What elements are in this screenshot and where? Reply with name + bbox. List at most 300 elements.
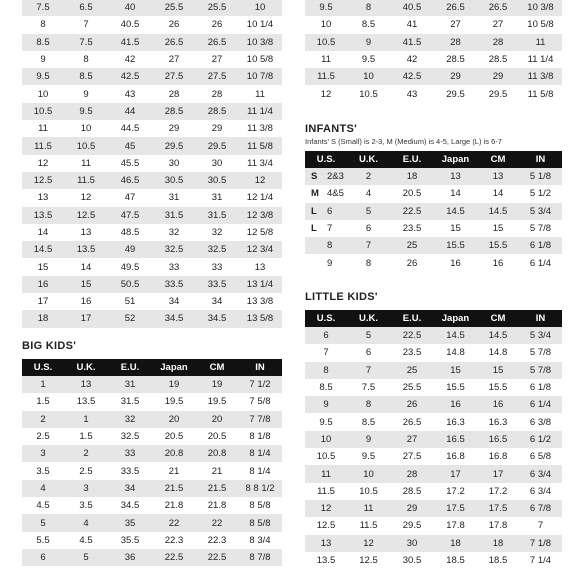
table-cell: 28	[434, 34, 477, 51]
table-row	[22, 532, 282, 549]
table-cell: 28.5	[152, 103, 196, 120]
table-row	[22, 172, 282, 189]
table-cell: 22.5	[390, 327, 434, 344]
table-cell: 6	[22, 549, 64, 566]
column-header: U.K.	[347, 310, 390, 327]
table-cell: 11.5	[305, 483, 347, 500]
column-header: E.U.	[390, 151, 434, 168]
table-cell: 25.5	[196, 0, 238, 16]
table-cell: 15.5	[477, 379, 519, 396]
table-cell: 16.3	[477, 413, 519, 430]
table-cell: 7	[347, 237, 390, 254]
table-cell: 5	[64, 549, 108, 566]
column-header: Japan	[152, 359, 196, 376]
table-cell: 21.8	[196, 497, 238, 514]
table-cell: 7	[347, 362, 390, 379]
table-cell: 12 1/4	[238, 189, 282, 206]
table-cell: 9.5	[347, 51, 390, 68]
us-size: 2&3	[327, 171, 344, 183]
table-cell: 17.8	[477, 517, 519, 534]
table-cell: 20.5	[152, 428, 196, 445]
table-cell: 30	[196, 155, 238, 172]
table-cell: 46.5	[108, 172, 152, 189]
table-row	[22, 34, 282, 51]
table-cell: 33	[196, 258, 238, 275]
column-header: IN	[519, 310, 562, 327]
table-row	[22, 480, 282, 497]
table-cell: 15	[22, 258, 64, 275]
table-row	[305, 517, 562, 534]
us-size: 6	[327, 205, 333, 217]
table-cell: 6 1/4	[519, 254, 562, 271]
size-letter: S	[311, 171, 318, 183]
table-cell: 9	[305, 396, 347, 413]
adult-size-table-continued	[22, 0, 282, 328]
table-cell: 4	[64, 514, 108, 531]
table-cell: 28	[477, 34, 519, 51]
table-cell: 8.5	[305, 379, 347, 396]
table-cell: 11 3/8	[238, 120, 282, 137]
table-cell: 6	[305, 327, 347, 344]
table-cell	[305, 237, 347, 254]
table-cell: 12	[347, 535, 390, 552]
table-cell: 6 1/4	[519, 396, 562, 413]
size-letter: M	[311, 188, 319, 200]
table-cell: 5 1/2	[519, 185, 562, 202]
table-cell: 9.5	[64, 103, 108, 120]
little-kids-size-table	[305, 310, 562, 569]
table-cell: 16.8	[477, 448, 519, 465]
table-cell: 6 7/8	[519, 500, 562, 517]
table-cell: 27	[390, 431, 434, 448]
table-row	[305, 344, 562, 361]
table-cell: 12	[22, 155, 64, 172]
table-cell: 29	[152, 120, 196, 137]
table-cell: 8 1/4	[238, 445, 282, 462]
table-cell: 49.5	[108, 258, 152, 275]
table-cell: 34	[108, 480, 152, 497]
table-row	[22, 411, 282, 428]
table-cell: 30	[152, 155, 196, 172]
table-cell: 7 1/2	[238, 376, 282, 393]
table-row	[305, 448, 562, 465]
table-cell: 33.5	[108, 462, 152, 479]
table-cell: 10 3/8	[238, 34, 282, 51]
table-cell: 14.5	[477, 327, 519, 344]
table-cell: 8.5	[347, 16, 390, 33]
table-cell: 11 5/8	[519, 85, 562, 102]
table-cell: 22.5	[196, 549, 238, 566]
table-cell: 23.5	[390, 344, 434, 361]
table-cell: 36	[108, 549, 152, 566]
table-cell: 7.5	[64, 34, 108, 51]
table-cell: 10	[347, 68, 390, 85]
table-cell: 32.5	[196, 241, 238, 258]
table-cell: 6.5	[64, 0, 108, 16]
table-cell: 27	[434, 16, 477, 33]
table-cell: 2	[64, 445, 108, 462]
table-cell: 4.5	[64, 532, 108, 549]
table-cell: 13 1/4	[238, 276, 282, 293]
table-cell: 15	[434, 220, 477, 237]
table-cell: 5	[22, 514, 64, 531]
table-cell: 48.5	[108, 224, 152, 241]
table-cell: 29.5	[477, 85, 519, 102]
table-cell: 5 1/8	[519, 168, 562, 185]
table-cell: 29.5	[196, 137, 238, 154]
column-header: CM	[477, 151, 519, 168]
table-row	[22, 103, 282, 120]
table-cell: 13.5	[64, 393, 108, 410]
table-cell: 34.5	[152, 310, 196, 327]
table-row	[22, 155, 282, 172]
table-cell: 29.5	[434, 85, 477, 102]
table-cell: 45.5	[108, 155, 152, 172]
table-row	[22, 497, 282, 514]
table-cell: 31	[152, 189, 196, 206]
table-cell: 13.5	[64, 241, 108, 258]
table-cell: 12.5	[22, 172, 64, 189]
table-cell: 31.5	[196, 207, 238, 224]
table-cell: 10 3/8	[519, 0, 562, 16]
table-row	[305, 327, 562, 344]
table-cell: 20.8	[152, 445, 196, 462]
table-cell: 25.5	[390, 379, 434, 396]
table-cell: 14.5	[22, 241, 64, 258]
size-table-continued	[305, 0, 562, 103]
table-cell: 3	[64, 480, 108, 497]
table-cell: 22	[152, 514, 196, 531]
table-row	[305, 203, 562, 220]
table-cell: 32	[152, 224, 196, 241]
table-cell: 18.5	[434, 552, 477, 569]
table-row	[22, 393, 282, 410]
us-size: 4&5	[327, 188, 344, 200]
table-cell: 15.5	[434, 379, 477, 396]
table-cell: 10.5	[305, 34, 347, 51]
table-cell: 7	[305, 344, 347, 361]
table-cell: 14	[64, 258, 108, 275]
table-cell: 7 1/8	[519, 535, 562, 552]
table-cell: 15.5	[434, 237, 477, 254]
table-cell: 11.5	[347, 517, 390, 534]
table-row	[22, 68, 282, 85]
table-cell: 12 3/4	[238, 241, 282, 258]
table-cell: 16.8	[434, 448, 477, 465]
table-cell: 10.5	[64, 137, 108, 154]
table-cell: 29	[390, 500, 434, 517]
infants-heading: INFANTS'	[305, 123, 358, 135]
table-cell: 20.8	[196, 445, 238, 462]
table-cell: 40.5	[108, 16, 152, 33]
table-cell: 26.5	[477, 0, 519, 16]
size-letter: L	[311, 223, 317, 235]
table-cell: 9	[347, 34, 390, 51]
table-cell: 43	[390, 85, 434, 102]
table-cell: 21	[196, 462, 238, 479]
table-cell: 21.8	[152, 497, 196, 514]
table-cell: 35.5	[108, 532, 152, 549]
table-cell: 20	[152, 411, 196, 428]
table-cell: 10	[347, 465, 390, 482]
table-cell: 10	[305, 431, 347, 448]
column-header: CM	[196, 359, 238, 376]
table-cell: 15	[434, 362, 477, 379]
table-cell: 34.5	[108, 497, 152, 514]
table-cell: 12	[238, 172, 282, 189]
table-row	[22, 293, 282, 310]
table-cell: 17	[22, 293, 64, 310]
table-cell: 9	[22, 51, 64, 68]
column-header: CM	[477, 310, 519, 327]
table-cell: 43	[108, 85, 152, 102]
table-cell: 19	[152, 376, 196, 393]
table-cell: 5 3/4	[519, 203, 562, 220]
table-cell: 42	[108, 51, 152, 68]
table-cell: 10.5	[305, 448, 347, 465]
table-cell: 14.5	[434, 203, 477, 220]
table-cell: 27.5	[196, 68, 238, 85]
table-cell: 28	[152, 85, 196, 102]
table-cell: 33	[108, 445, 152, 462]
table-cell: 52	[108, 310, 152, 327]
table-cell: 29.5	[152, 137, 196, 154]
table-row	[22, 549, 282, 566]
column-header: E.U.	[390, 310, 434, 327]
table-cell: 12.5	[305, 517, 347, 534]
table-cell: 22.3	[196, 532, 238, 549]
table-cell: 26.5	[434, 0, 477, 16]
table-cell: 8 5/8	[238, 514, 282, 531]
table-cell: 11	[238, 85, 282, 102]
table-cell: 18	[22, 310, 64, 327]
column-header: U.K.	[64, 359, 108, 376]
table-row	[22, 120, 282, 137]
table-cell: 5 7/8	[519, 344, 562, 361]
table-cell: 11.5	[305, 68, 347, 85]
table-cell: 7.5	[347, 379, 390, 396]
table-cell: 33.5	[152, 276, 196, 293]
table-cell: 5	[347, 203, 390, 220]
table-cell: 28.5	[390, 483, 434, 500]
table-cell: 11.5	[22, 137, 64, 154]
table-cell: 8	[64, 51, 108, 68]
table-row	[305, 254, 562, 271]
table-cell: 2.5	[64, 462, 108, 479]
table-cell: 42.5	[108, 68, 152, 85]
table-cell: 21	[152, 462, 196, 479]
table-row	[22, 189, 282, 206]
table-cell: 8	[305, 362, 347, 379]
table-cell: 17	[64, 310, 108, 327]
table-cell: 30.5	[152, 172, 196, 189]
table-cell: 34	[152, 293, 196, 310]
column-header: Japan	[434, 310, 477, 327]
table-cell: 7 5/8	[238, 393, 282, 410]
table-cell: 12.5	[347, 552, 390, 569]
table-cell: 33	[152, 258, 196, 275]
table-cell	[305, 254, 347, 271]
table-cell: 26	[152, 16, 196, 33]
table-row	[22, 428, 282, 445]
table-row	[305, 413, 562, 430]
table-cell: 1.5	[64, 428, 108, 445]
table-cell: 27	[477, 16, 519, 33]
table-row	[22, 0, 282, 16]
table-cell: 28	[196, 85, 238, 102]
table-row	[22, 241, 282, 258]
table-row	[305, 85, 562, 102]
table-cell: 30.5	[196, 172, 238, 189]
table-cell: 28.5	[196, 103, 238, 120]
table-cell: 6 3/4	[519, 483, 562, 500]
table-cell: 8 5/8	[238, 497, 282, 514]
table-cell: 5.5	[22, 532, 64, 549]
table-cell: 26	[390, 254, 434, 271]
table-cell: 16	[477, 254, 519, 271]
table-cell: 22	[196, 514, 238, 531]
table-cell: 28.5	[434, 51, 477, 68]
table-cell: 6 1/8	[519, 237, 562, 254]
table-cell: 10 5/8	[519, 16, 562, 33]
table-cell: 40.5	[390, 0, 434, 16]
little-kids-heading: LITTLE KIDS'	[305, 291, 378, 303]
table-cell: 10	[305, 16, 347, 33]
table-cell: 6 3/8	[519, 413, 562, 430]
table-row	[22, 16, 282, 33]
table-cell: 11 3/8	[519, 68, 562, 85]
table-cell: 8.5	[64, 68, 108, 85]
table-row	[22, 445, 282, 462]
table-cell: 34.5	[196, 310, 238, 327]
table-cell: 13.5	[305, 552, 347, 569]
table-cell: 44	[108, 103, 152, 120]
table-cell: 10.5	[22, 103, 64, 120]
table-cell: 18	[477, 535, 519, 552]
table-cell: 47.5	[108, 207, 152, 224]
table-cell: 8 7/8	[238, 549, 282, 566]
table-cell: 42	[390, 51, 434, 68]
table-cell: 26.5	[390, 413, 434, 430]
table-cell: 16.5	[434, 431, 477, 448]
table-cell: 8	[347, 254, 390, 271]
table-cell: 18	[434, 535, 477, 552]
table-cell: 26.5	[196, 34, 238, 51]
table-row	[305, 431, 562, 448]
table-row	[305, 185, 562, 202]
table-cell: 10	[22, 85, 64, 102]
table-cell: 22.5	[152, 549, 196, 566]
table-cell: 26	[390, 396, 434, 413]
table-cell	[305, 220, 347, 237]
table-cell: 5	[347, 327, 390, 344]
table-cell: 31.5	[152, 207, 196, 224]
size-letter: L	[311, 205, 317, 217]
table-cell: 11 5/8	[238, 137, 282, 154]
table-row	[305, 220, 562, 237]
table-cell: 16	[477, 396, 519, 413]
table-row	[305, 500, 562, 517]
table-cell: 3	[22, 445, 64, 462]
table-cell: 19.5	[152, 393, 196, 410]
table-cell: 25	[390, 362, 434, 379]
table-cell: 10 5/8	[238, 51, 282, 68]
us-size: 8	[327, 240, 333, 252]
table-cell: 13	[64, 376, 108, 393]
table-row	[305, 168, 562, 185]
table-cell: 11	[22, 120, 64, 137]
table-cell: 10 1/4	[238, 16, 282, 33]
table-cell: 4.5	[22, 497, 64, 514]
table-cell: 6 1/8	[519, 379, 562, 396]
table-cell: 30.5	[390, 552, 434, 569]
table-cell: 20	[196, 411, 238, 428]
table-cell: 8	[347, 0, 390, 16]
table-cell: 10 7/8	[238, 68, 282, 85]
table-cell: 50.5	[108, 276, 152, 293]
table-cell: 31.5	[108, 393, 152, 410]
table-cell: 11	[305, 51, 347, 68]
table-cell: 2	[22, 411, 64, 428]
table-header-row	[305, 151, 562, 168]
table-cell: 14	[22, 224, 64, 241]
table-row	[22, 276, 282, 293]
table-cell: 8 1/4	[238, 462, 282, 479]
table-cell: 6	[347, 344, 390, 361]
table-cell: 12	[64, 189, 108, 206]
table-cell: 11	[64, 155, 108, 172]
table-cell: 44.5	[108, 120, 152, 137]
column-header: Japan	[434, 151, 477, 168]
table-cell: 16.5	[477, 431, 519, 448]
table-cell: 5 3/4	[519, 327, 562, 344]
table-cell	[305, 185, 347, 202]
table-row	[22, 137, 282, 154]
table-row	[305, 396, 562, 413]
table-cell: 3.5	[22, 462, 64, 479]
table-cell: 6 1/2	[519, 431, 562, 448]
table-cell: 10	[64, 120, 108, 137]
table-row	[22, 224, 282, 241]
table-cell: 7.5	[22, 0, 64, 16]
us-size: 7	[327, 223, 333, 235]
infants-size-note: Infants' S (Small) is 2-3, M (Medium) is 4-5, Large (L) is 6-7	[305, 137, 502, 146]
table-cell: 7 1/4	[519, 552, 562, 569]
table-cell: 17	[477, 465, 519, 482]
table-cell: 25	[390, 237, 434, 254]
table-cell: 45	[108, 137, 152, 154]
table-cell: 12 5/8	[238, 224, 282, 241]
table-cell: 11	[347, 500, 390, 517]
table-header-row	[305, 310, 562, 327]
table-cell: 2	[347, 168, 390, 185]
column-header: IN	[519, 151, 562, 168]
table-row	[305, 34, 562, 51]
table-cell: 13	[434, 168, 477, 185]
table-cell: 15	[64, 276, 108, 293]
table-row	[305, 16, 562, 33]
table-cell: 7	[519, 517, 562, 534]
table-cell: 32.5	[152, 241, 196, 258]
table-cell: 41	[390, 16, 434, 33]
table-cell: 27	[152, 51, 196, 68]
table-cell: 13	[305, 535, 347, 552]
table-cell: 9.5	[305, 413, 347, 430]
table-row	[22, 310, 282, 327]
table-cell: 27	[196, 51, 238, 68]
big-kids-heading: BIG KIDS'	[22, 340, 77, 352]
table-cell: 13 3/8	[238, 293, 282, 310]
